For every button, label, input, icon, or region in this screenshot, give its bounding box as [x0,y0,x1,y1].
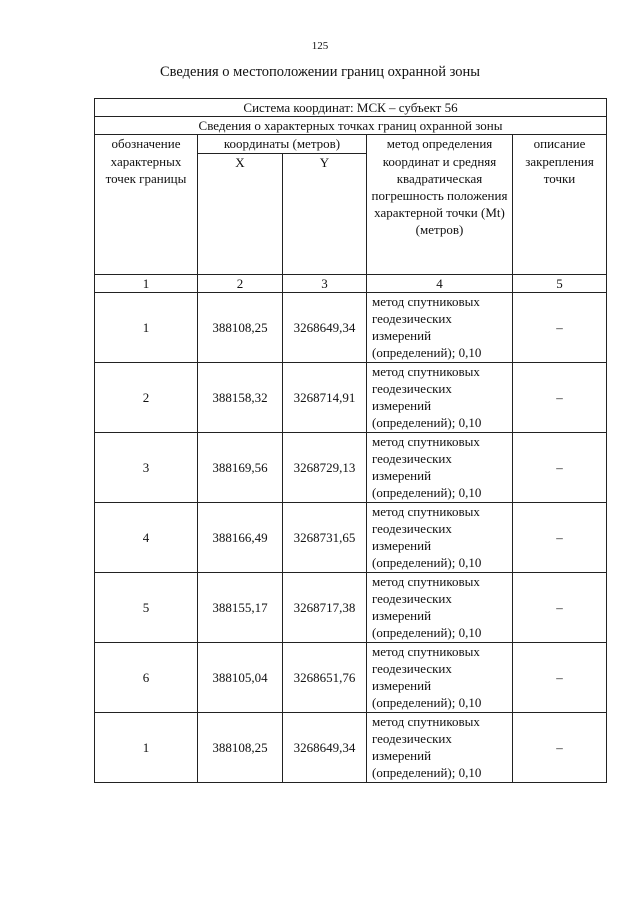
description-cell: – [513,642,607,712]
table-row [95,642,607,712]
point-cell: 1 [95,712,198,782]
y-cell: 3268649,34 [283,712,367,782]
x-cell: 388169,56 [198,432,283,502]
column-number: 1 [95,274,198,292]
x-cell: 388108,25 [198,712,283,782]
header-row [95,135,607,153]
header-x: X [198,153,283,274]
table-row [95,572,607,642]
header-description: описание закрепления точки [513,135,607,274]
y-cell: 3268649,34 [283,292,367,362]
column-number: 5 [513,274,607,292]
table-row [95,362,607,432]
description-cell: – [513,572,607,642]
y-cell: 3268651,76 [283,642,367,712]
method-cell: метод спутниковых геодезических измерений (определений); 0,10 [367,362,513,432]
x-cell: 388166,49 [198,502,283,572]
coordinates-table [94,98,607,783]
point-cell: 4 [95,502,198,572]
column-number: 4 [367,274,513,292]
point-cell: 2 [95,362,198,432]
y-cell: 3268729,13 [283,432,367,502]
description-cell: – [513,502,607,572]
description-cell: – [513,432,607,502]
method-cell: метод спутниковых геодезических измерений (определений); 0,10 [367,502,513,572]
description-cell: – [513,362,607,432]
y-cell: 3268714,91 [283,362,367,432]
x-cell: 388155,17 [198,572,283,642]
coord-system-cell: Система координат: МСК – субъект 56 [95,99,607,117]
table-body [95,99,607,783]
coord-system-row [95,99,607,117]
header-coordinates: координаты (метров) [198,135,367,153]
description-cell: – [513,292,607,362]
y-cell: 3268717,38 [283,572,367,642]
table-row [95,292,607,362]
table-row [95,432,607,502]
header-point-designation: обозначение характерных точек границы [95,135,198,274]
point-cell: 1 [95,292,198,362]
point-cell: 5 [95,572,198,642]
column-number: 2 [198,274,283,292]
header-method: метод определения координат и средняя квадратическая погрешность положения характерной точки (Mt) (метров) [367,135,513,274]
x-cell: 388108,25 [198,292,283,362]
x-cell: 388158,32 [198,362,283,432]
table-row [95,502,607,572]
document-title: Сведения о местоположении границ охранной зоны [159,64,480,80]
column-number: 3 [283,274,367,292]
header-y: Y [283,153,367,274]
page-number: 125 [311,40,329,52]
section-title-cell: Сведения о характерных точках границ охранной зоны [95,117,607,135]
x-cell: 388105,04 [198,642,283,712]
column-numbers-row [95,274,607,292]
description-cell: – [513,712,607,782]
table-row [95,712,607,782]
method-cell: метод спутниковых геодезических измерений (определений); 0,10 [367,432,513,502]
section-title-row [95,117,607,135]
method-cell: метод спутниковых геодезических измерений (определений); 0,10 [367,642,513,712]
method-cell: метод спутниковых геодезических измерений (определений); 0,10 [367,712,513,782]
method-cell: метод спутниковых геодезических измерений (определений); 0,10 [367,292,513,362]
point-cell: 3 [95,432,198,502]
point-cell: 6 [95,642,198,712]
method-cell: метод спутниковых геодезических измерений (определений); 0,10 [367,572,513,642]
y-cell: 3268731,65 [283,502,367,572]
